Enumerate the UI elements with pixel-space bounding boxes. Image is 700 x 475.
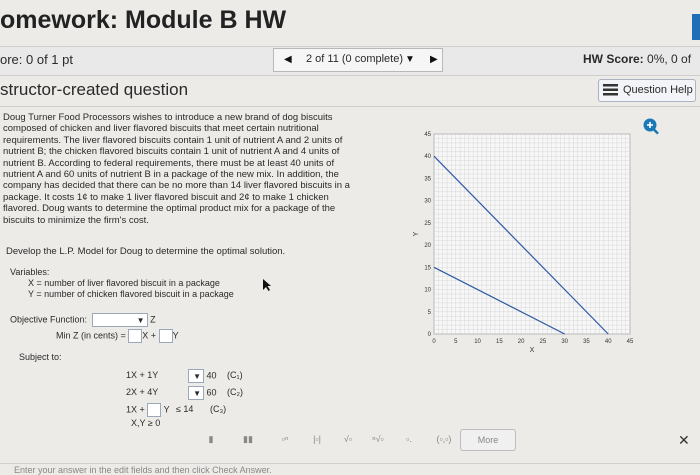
problem-line: nutrient B. According to federal requirements, there must be at least 40 units of [3, 157, 335, 169]
question-score: ore: 0 of 1 pt [0, 52, 73, 67]
problem-statement [3, 112, 363, 226]
mouse-cursor-icon [262, 278, 272, 292]
objective-y-label: Y [172, 330, 179, 341]
problem-line: nutrient A and 60 units of nutrient B in a package of the new mix. In addition, the [3, 169, 339, 181]
y-tick-label: 45 [424, 132, 431, 138]
problem-line: flavored. Doug wants to determine the optimal product mix for a package of the [3, 203, 336, 215]
x-tick-label: 40 [604, 339, 612, 345]
question-help-button[interactable] [598, 79, 696, 102]
problem-line: nutrient B; the chicken flavored biscuits contain 1 unit of nutrient A and 4 units of [3, 146, 340, 158]
problem-line: package. It costs 1¢ to make 1 liver flavored biscuit and 2¢ to make 1 chicken [3, 191, 329, 203]
constraint-3-lhs-b: Y [163, 404, 170, 415]
x-tick-label: 35 [583, 339, 590, 345]
constraint-3-tag: (C₃) [209, 404, 227, 415]
mixed-number-icon[interactable]: ▮▮ [243, 434, 253, 444]
next-question-icon[interactable]: ▶ [430, 54, 438, 65]
accent-bar [692, 14, 700, 40]
math-toolbar [160, 429, 500, 451]
x-tick-label: 30 [561, 339, 569, 345]
x-tick-label: 5 [454, 339, 458, 345]
question-title: structor-created question [0, 80, 189, 99]
y-tick-label: 20 [424, 243, 431, 250]
decimal-icon[interactable]: ▫. [406, 434, 412, 444]
y-tick-label: 35 [424, 176, 431, 183]
previous-question-icon[interactable]: ◀ [284, 54, 292, 65]
y-axis-label: Y [413, 231, 420, 237]
constraint-2-tag: (C₂) [227, 387, 244, 398]
y-tick-label: 40 [424, 154, 431, 161]
constraint-1-lhs: 1X + 1Y [126, 370, 159, 381]
question-navigator[interactable] [273, 48, 443, 72]
parentheses-icon[interactable]: (▫,▫) [436, 434, 452, 444]
absolute-value-icon[interactable]: |▫| [313, 434, 321, 444]
zoom-in-icon[interactable] [642, 117, 660, 135]
problem-line: biscuits to minimize the firm's cost. [3, 214, 149, 226]
objective-min-label: Min Z (in cents) = [56, 330, 126, 341]
constraint-1-tag: (C₁) [227, 370, 243, 381]
more-button[interactable]: More [460, 429, 516, 451]
question-progress[interactable]: 2 of 11 (0 complete) [306, 53, 404, 65]
subject-to-label: Subject to: [19, 352, 62, 362]
constraint-row-1 [126, 369, 243, 383]
problem-line: Doug Turner Food Processors wishes to introduce a new brand of dog biscuits [3, 112, 333, 123]
objective-label: Objective Function: [10, 314, 88, 325]
constraint-1-sign-dropdown[interactable] [188, 369, 204, 383]
constraint-row-3 [126, 403, 226, 417]
objective-x-coefficient-input[interactable] [128, 329, 142, 343]
y-tick-label: 10 [424, 287, 431, 294]
constraint-3-rhs: ≤ 14 [175, 404, 194, 415]
x-axis-label: X [529, 347, 535, 354]
y-tick-label: 0 [427, 332, 431, 338]
footer-instruction-bar [0, 463, 700, 474]
feasible-region-graph [412, 130, 642, 362]
x-tick-label: 20 [517, 339, 525, 345]
problem-line: composed of chicken and liver flavored biscuits that meet certain nutritional [3, 123, 319, 135]
hw-score-label: HW Score: [583, 52, 644, 66]
chevron-down-icon: ▼ [136, 316, 145, 325]
constraint-2-rhs: 60 [206, 387, 217, 398]
objective-type-dropdown[interactable] [92, 313, 148, 327]
fraction-icon[interactable]: ▮ [208, 434, 214, 444]
divider [0, 106, 700, 107]
nth-root-icon[interactable]: ⁿ√▫ [372, 434, 384, 444]
x-tick-label: 15 [495, 339, 503, 345]
page-title: omework: Module B HW [0, 6, 287, 34]
constraint-2-sign-dropdown[interactable] [188, 386, 204, 400]
chevron-down-icon[interactable]: ▼ [405, 54, 415, 65]
constraint-row-2 [126, 386, 243, 400]
nonnegativity-constraint: X,Y ≥ 0 [131, 418, 161, 428]
chevron-down-icon: ▼ [193, 389, 201, 398]
objective-y-coefficient-input[interactable] [159, 329, 173, 343]
x-tick-label: 0 [432, 339, 436, 345]
hw-score [583, 52, 691, 66]
variable-x: X = number of liver flavored biscuit in a package [28, 278, 220, 288]
develop-instruction: Develop the L.P. Model for Doug to determine the optimal solution. [6, 246, 286, 257]
list-icon [603, 84, 618, 96]
x-tick-label: 45 [626, 339, 634, 345]
y-tick-label: 5 [427, 309, 431, 316]
y-tick-label: 15 [424, 265, 431, 272]
chevron-down-icon: ▼ [193, 372, 201, 381]
hw-score-value: 0%, 0 of [647, 52, 692, 66]
problem-line: requirements. The liver flavored biscuits contain 1 unit of nutrient A and 2 units of [3, 134, 343, 146]
variables-block [10, 267, 234, 300]
y-tick-label: 25 [424, 220, 431, 227]
superscript-icon[interactable]: ▫ⁿ [281, 434, 289, 444]
constraint-3-y-coefficient-input[interactable] [147, 403, 161, 417]
objective-x-label: X + [142, 330, 157, 341]
footer-instruction: Enter your answer in the edit fields and then click Check Answer. [14, 465, 272, 475]
objective-z: Z [150, 314, 156, 325]
variable-y: Y = number of chicken flavored biscuit in a package [28, 289, 234, 299]
close-icon[interactable]: ✕ [678, 432, 690, 448]
problem-line: company has decided that there can be no more than 14 liver flavored biscuits in a [3, 180, 350, 192]
square-root-icon[interactable]: √▫ [343, 434, 353, 444]
plot-area [434, 134, 630, 334]
variables-label: Variables: [10, 267, 50, 277]
constraint-3-lhs-a: 1X + [126, 404, 145, 415]
objective-function [10, 313, 179, 343]
x-tick-label: 10 [474, 339, 481, 345]
constraint-1-rhs: 40 [206, 370, 217, 381]
y-tick-label: 30 [424, 198, 431, 205]
x-tick-label: 25 [539, 339, 547, 345]
question-help-label: Question Help [623, 84, 693, 96]
constraint-2-lhs: 2X + 4Y [126, 387, 159, 398]
